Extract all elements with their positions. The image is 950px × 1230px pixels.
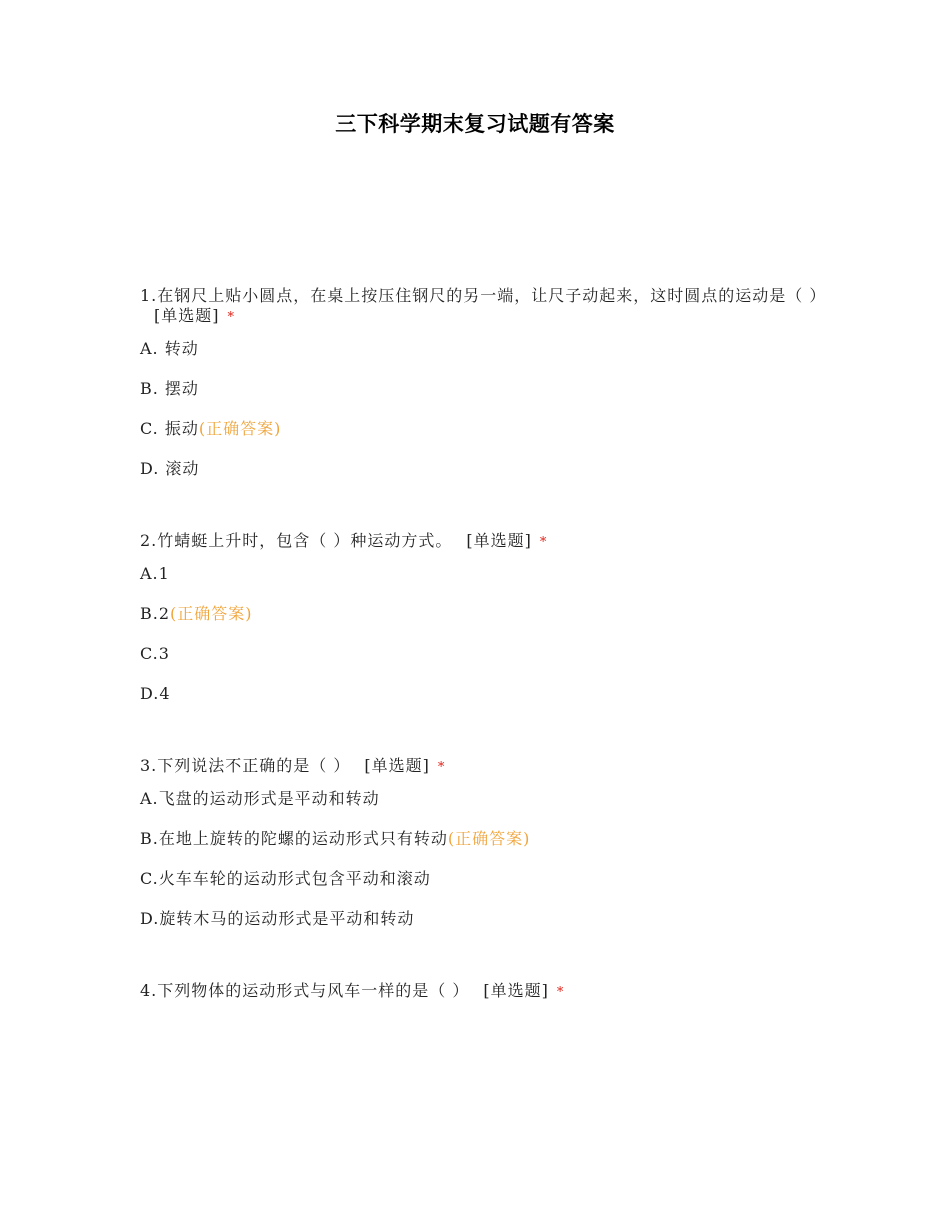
option-d[interactable]: D. 滚动: [140, 459, 200, 478]
option-b[interactable]: B. 摆动: [140, 379, 199, 398]
question-stem: 1.在钢尺上贴小圆点，在桌上按压住钢尺的另一端，让尺子动起来，这时圆点的运动是（ ）: [140, 286, 827, 305]
required-mark: *: [539, 535, 548, 550]
question-2: [140, 531, 820, 704]
option-c[interactable]: C. 振动(正确答案): [140, 419, 282, 438]
required-mark: *: [437, 760, 446, 775]
question-type: [单选题]: [466, 531, 532, 550]
question-text: [140, 286, 827, 328]
option-c[interactable]: C.火车车轮的运动形式包含平动和滚动: [140, 869, 431, 888]
correct-answer-mark: (正确答案): [170, 604, 253, 623]
required-mark: *: [556, 985, 565, 1000]
question-text: [140, 756, 820, 778]
question-stem: 2.竹蜻蜓上升时，包含（ ）种运动方式。: [140, 531, 453, 550]
option-d[interactable]: D.4: [140, 684, 171, 703]
option-a[interactable]: A.飞盘的运动形式是平动和转动: [140, 789, 380, 808]
option-list: [140, 564, 820, 704]
question-3: [140, 756, 820, 929]
question-4: [140, 981, 820, 1003]
question-type: [单选题]: [154, 306, 220, 325]
option-c[interactable]: C.3: [140, 644, 170, 663]
required-mark: *: [227, 310, 235, 325]
question-stem: 3.下列说法不正确的是（ ）: [140, 756, 351, 775]
option-list: [140, 339, 820, 479]
option-a[interactable]: A. 转动: [140, 339, 199, 358]
question-type: [单选题]: [483, 981, 549, 1000]
question-1: [140, 286, 827, 479]
document-title: 三下科学期末复习试题有答案: [335, 111, 615, 136]
correct-answer-mark: (正确答案): [198, 419, 282, 438]
option-b[interactable]: B.2(正确答案): [140, 604, 253, 623]
option-a[interactable]: A.1: [140, 564, 170, 583]
option-b[interactable]: B.在地上旋转的陀螺的运动形式只有转动(正确答案): [140, 829, 531, 848]
question-stem: 4.下列物体的运动形式与风车一样的是（ ）: [140, 981, 470, 1000]
question-text: [140, 981, 820, 1003]
correct-answer-mark: (正确答案): [447, 829, 531, 848]
question-type: [单选题]: [364, 756, 430, 775]
option-list: [140, 789, 820, 929]
option-d[interactable]: D.旋转木马的运动形式是平动和转动: [140, 909, 415, 928]
question-text: [140, 531, 820, 553]
